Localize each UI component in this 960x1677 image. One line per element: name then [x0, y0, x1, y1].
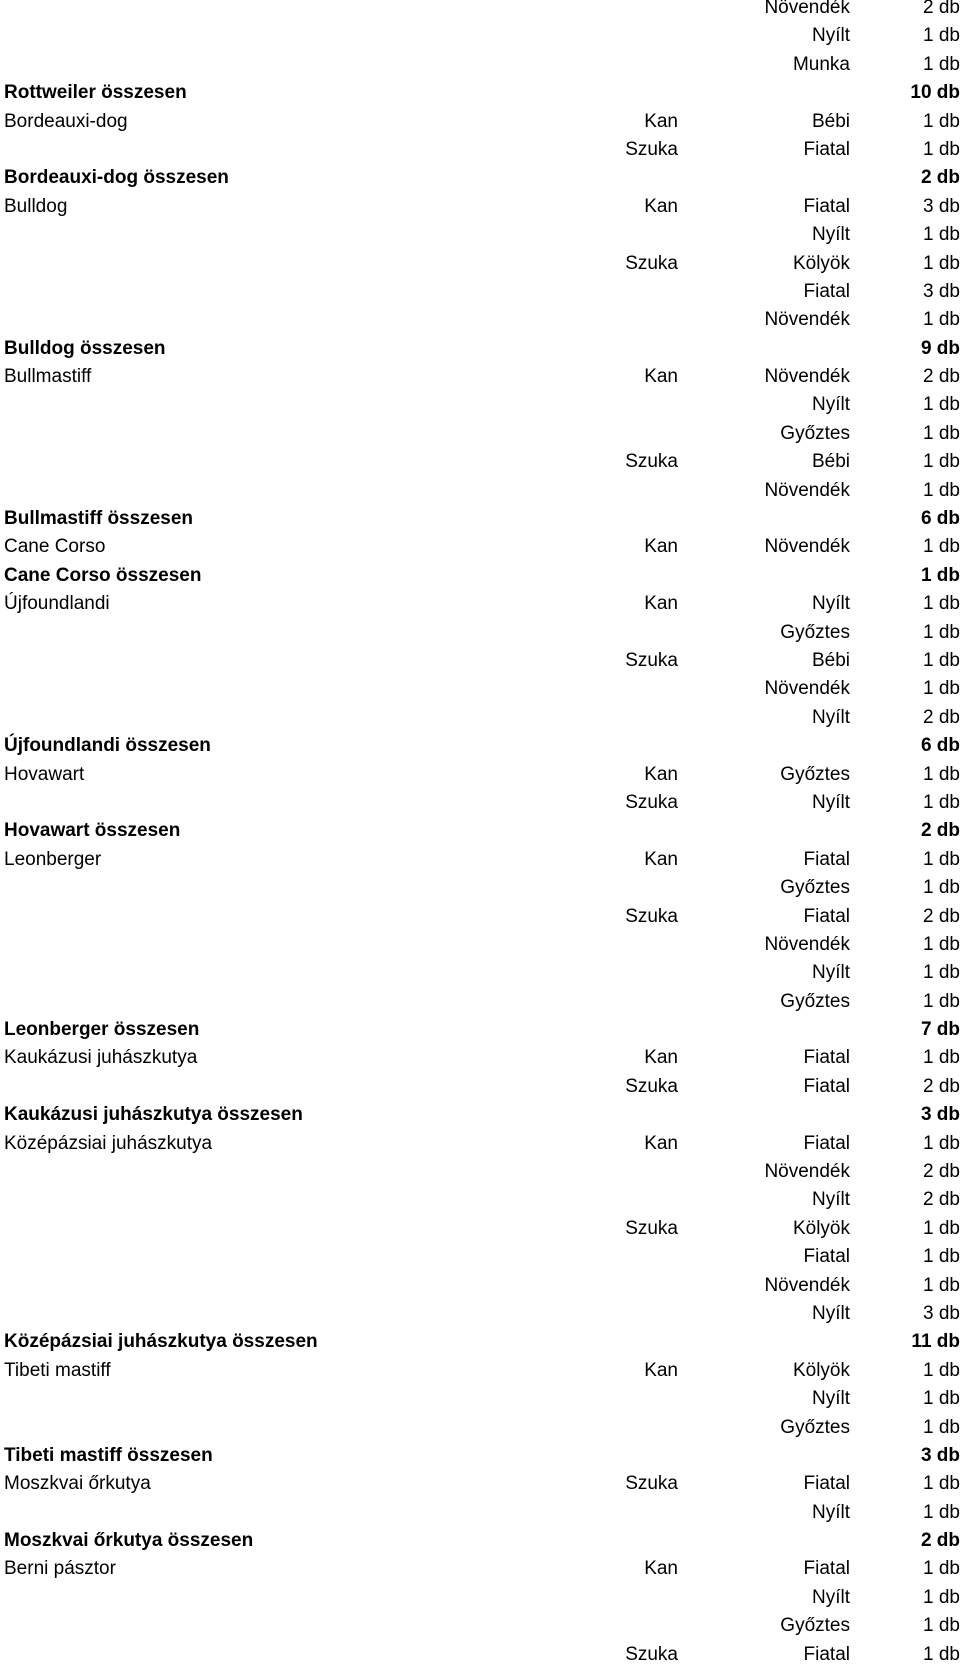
table-row: [0, 619, 960, 647]
table-row: [0, 363, 960, 391]
class-cell: Növendék: [764, 933, 850, 955]
class-cell: Nyílt: [812, 224, 850, 246]
class-cell: Bébi: [811, 451, 850, 473]
table-row: [0, 1130, 960, 1158]
class-cell: Győztes: [780, 621, 850, 643]
sex-cell: Kan: [644, 1047, 678, 1069]
count-cell: 2 db: [923, 706, 960, 728]
table-row: [0, 988, 960, 1016]
table-row: [0, 193, 960, 221]
class-cell: Fiatal: [803, 1473, 850, 1495]
breed-name: Bulldog: [4, 195, 68, 217]
sex-cell: Szuka: [625, 451, 678, 473]
count-cell: 2 db: [923, 366, 960, 388]
table-row: [0, 1414, 960, 1442]
count-cell: 1 db: [923, 1359, 960, 1381]
breed-total-row: [0, 817, 960, 845]
class-cell: Fiatal: [803, 1643, 850, 1665]
breed-name: Kaukázusi juhászkutya: [4, 1047, 198, 1069]
count-cell: 2 db: [923, 1075, 960, 1097]
sex-cell: Kan: [644, 110, 678, 132]
sex-cell: Kan: [644, 848, 678, 870]
table-row: [0, 1158, 960, 1186]
total-count: 2 db: [920, 820, 960, 842]
total-count: 11 db: [911, 1331, 960, 1353]
table-row: [0, 1215, 960, 1243]
sex-cell: Szuka: [625, 252, 678, 274]
breed-total-label: Kaukázusi juhászkutya összesen: [4, 1104, 303, 1126]
sex-cell: Kan: [644, 195, 678, 217]
class-cell: Kölyök: [792, 252, 850, 274]
class-cell: Győztes: [780, 990, 850, 1012]
sex-cell: Szuka: [625, 791, 678, 813]
sex-cell: Szuka: [625, 649, 678, 671]
count-cell: 1 db: [923, 1217, 960, 1239]
total-count: 2 db: [920, 1530, 960, 1552]
count-cell: 1 db: [923, 763, 960, 785]
class-cell: Győztes: [780, 1615, 850, 1637]
breed-total-row: [0, 562, 960, 590]
count-cell: 1 db: [923, 394, 960, 416]
class-cell: Nyílt: [812, 1586, 850, 1608]
table-row: [0, 1555, 960, 1583]
class-cell: Fiatal: [803, 1047, 850, 1069]
count-cell: 1 db: [923, 877, 960, 899]
class-cell: Győztes: [780, 422, 850, 444]
count-cell: 1 db: [923, 224, 960, 246]
table-row: [0, 1357, 960, 1385]
class-cell: Nyílt: [812, 706, 850, 728]
table-row: [0, 931, 960, 959]
count-cell: 1 db: [923, 110, 960, 132]
breed-name: Középázsiai juhászkutya: [4, 1132, 213, 1154]
total-count: 1 db: [920, 564, 960, 586]
count-cell: 1 db: [923, 678, 960, 700]
count-cell: 1 db: [923, 1586, 960, 1608]
count-cell: 1 db: [923, 1416, 960, 1438]
breed-name: Bullmastiff: [4, 366, 92, 388]
total-count: 6 db: [920, 735, 960, 757]
table-row: [0, 391, 960, 419]
sex-cell: Kan: [644, 366, 678, 388]
breed-total-label: Rottweiler összesen: [4, 82, 187, 104]
count-cell: 1 db: [923, 252, 960, 274]
class-cell: Kölyök: [792, 1217, 850, 1239]
breed-total-row: [0, 1328, 960, 1356]
breed-name: Tibeti mastiff: [4, 1359, 111, 1381]
table-row: [0, 278, 960, 306]
total-count: 9 db: [920, 337, 960, 359]
table-row: [0, 590, 960, 618]
class-cell: Fiatal: [803, 848, 850, 870]
sex-cell: Kan: [644, 593, 678, 615]
breed-total-label: Hovawart összesen: [4, 820, 181, 842]
class-cell: Nyílt: [812, 1388, 850, 1410]
table-row: [0, 1584, 960, 1612]
count-cell: 1 db: [923, 1388, 960, 1410]
total-count: 3 db: [920, 1104, 960, 1126]
table-row: [0, 704, 960, 732]
table-row: [0, 1044, 960, 1072]
total-count: 10 db: [910, 82, 960, 104]
class-cell: Munka: [792, 53, 850, 75]
class-cell: Bébi: [811, 649, 850, 671]
table-row: [0, 533, 960, 561]
breed-total-label: Tibeti mastiff összesen: [4, 1444, 213, 1466]
count-cell: 1 db: [923, 1558, 960, 1580]
class-cell: Nyílt: [812, 791, 850, 813]
class-cell: Fiatal: [803, 1558, 850, 1580]
table-row: [0, 874, 960, 902]
sex-cell: Kan: [644, 763, 678, 785]
breed-total-label: Középázsiai juhászkutya összesen: [4, 1331, 318, 1353]
breed-total-label: Bulldog összesen: [4, 337, 166, 359]
count-cell: 1 db: [923, 451, 960, 473]
table-row: [0, 647, 960, 675]
total-count: 6 db: [920, 508, 960, 530]
class-cell: Kölyök: [792, 1359, 850, 1381]
table-row: [0, 1300, 960, 1328]
table-row: [0, 761, 960, 789]
count-cell: 1 db: [923, 962, 960, 984]
breed-total-row: [0, 1442, 960, 1470]
table-row: [0, 136, 960, 164]
count-cell: 1 db: [923, 791, 960, 813]
count-cell: 1 db: [923, 138, 960, 160]
table-row: [0, 1385, 960, 1413]
total-count: 2 db: [920, 167, 960, 189]
class-cell: Nyílt: [812, 1501, 850, 1523]
count-cell: 1 db: [923, 479, 960, 501]
class-cell: Növendék: [764, 536, 850, 558]
count-cell: 1 db: [923, 536, 960, 558]
count-cell: 1 db: [923, 1615, 960, 1637]
class-cell: Fiatal: [803, 1075, 850, 1097]
class-cell: Nyílt: [812, 1302, 850, 1324]
class-cell: Növendék: [764, 309, 850, 331]
breed-total-label: Újfoundlandi összesen: [4, 735, 211, 757]
count-cell: 1 db: [923, 422, 960, 444]
table-row: [0, 306, 960, 334]
breed-total-label: Cane Corso összesen: [4, 564, 202, 586]
total-count: 7 db: [920, 1019, 960, 1041]
breed-total-row: [0, 1101, 960, 1129]
breed-name: Moszkvai őrkutya: [4, 1473, 151, 1495]
table-row: [0, 477, 960, 505]
table-row: [0, 1243, 960, 1271]
count-cell: 3 db: [923, 1302, 960, 1324]
class-cell: Fiatal: [803, 1246, 850, 1268]
count-cell: 1 db: [923, 848, 960, 870]
count-cell: 1 db: [923, 1246, 960, 1268]
table-row: [0, 420, 960, 448]
count-cell: 1 db: [923, 1047, 960, 1069]
table-row: [0, 0, 960, 22]
count-cell: 2 db: [923, 0, 960, 18]
class-cell: Növendék: [764, 678, 850, 700]
count-cell: 1 db: [923, 621, 960, 643]
count-cell: 3 db: [923, 280, 960, 302]
table-row: [0, 903, 960, 931]
table-row: [0, 789, 960, 817]
count-cell: 1 db: [923, 1501, 960, 1523]
table-row: [0, 250, 960, 278]
class-cell: Növendék: [764, 479, 850, 501]
class-cell: Növendék: [764, 0, 850, 18]
count-cell: 2 db: [923, 1161, 960, 1183]
class-cell: Fiatal: [803, 280, 850, 302]
table-row: [0, 675, 960, 703]
breed-name: Bordeauxi-dog: [4, 110, 128, 132]
class-cell: Bébi: [811, 110, 850, 132]
count-cell: 3 db: [923, 195, 960, 217]
class-cell: Növendék: [764, 1161, 850, 1183]
breed-total-row: [0, 79, 960, 107]
breed-name: Hovawart: [4, 763, 85, 785]
sex-cell: Kan: [644, 1359, 678, 1381]
sex-cell: Szuka: [625, 1643, 678, 1665]
count-cell: 2 db: [923, 905, 960, 927]
table-row: [0, 22, 960, 50]
sex-cell: Szuka: [625, 905, 678, 927]
class-cell: Győztes: [780, 877, 850, 899]
table-row: [0, 108, 960, 136]
table-row: [0, 1499, 960, 1527]
count-cell: 2 db: [923, 1189, 960, 1211]
class-cell: Növendék: [764, 1274, 850, 1296]
count-cell: 1 db: [923, 25, 960, 47]
class-cell: Fiatal: [803, 195, 850, 217]
count-cell: 1 db: [923, 1132, 960, 1154]
sex-cell: Kan: [644, 1132, 678, 1154]
breed-total-row: [0, 732, 960, 760]
breed-total-label: Bullmastiff összesen: [4, 508, 193, 530]
class-cell: Nyílt: [812, 25, 850, 47]
count-cell: 1 db: [923, 53, 960, 75]
class-cell: Növendék: [764, 366, 850, 388]
table-row: [0, 1073, 960, 1101]
class-cell: Fiatal: [803, 138, 850, 160]
class-cell: Fiatal: [803, 1132, 850, 1154]
table-row: [0, 51, 960, 79]
count-cell: 1 db: [923, 933, 960, 955]
table-row: [0, 846, 960, 874]
sex-cell: Szuka: [625, 1217, 678, 1239]
class-cell: Fiatal: [803, 905, 850, 927]
class-cell: Nyílt: [812, 593, 850, 615]
breed-name: Cane Corso: [4, 536, 106, 558]
table-row: [0, 448, 960, 476]
class-cell: Nyílt: [812, 1189, 850, 1211]
table-row: [0, 221, 960, 249]
breed-name: Berni pásztor: [4, 1558, 116, 1580]
breed-total-label: Moszkvai őrkutya összesen: [4, 1530, 254, 1552]
count-cell: 1 db: [923, 593, 960, 615]
class-cell: Győztes: [780, 1416, 850, 1438]
count-cell: 1 db: [923, 309, 960, 331]
total-count: 3 db: [920, 1444, 960, 1466]
class-cell: Nyílt: [812, 394, 850, 416]
breed-total-row: [0, 335, 960, 363]
breed-total-row: [0, 1016, 960, 1044]
class-cell: Győztes: [780, 763, 850, 785]
table-row: [0, 1470, 960, 1498]
table-row: [0, 1272, 960, 1300]
breed-name: Újfoundlandi: [4, 593, 110, 615]
breed-name: Leonberger: [4, 848, 102, 870]
breed-total-row: [0, 1527, 960, 1555]
count-cell: 1 db: [923, 1274, 960, 1296]
count-cell: 1 db: [923, 649, 960, 671]
sex-cell: Szuka: [625, 1473, 678, 1495]
class-cell: Nyílt: [812, 962, 850, 984]
table-row: [0, 1612, 960, 1640]
table-row: [0, 1186, 960, 1214]
table-row: [0, 1641, 960, 1669]
sex-cell: Kan: [644, 1558, 678, 1580]
sex-cell: Kan: [644, 536, 678, 558]
sex-cell: Szuka: [625, 1075, 678, 1097]
breed-total-row: [0, 505, 960, 533]
count-cell: 1 db: [923, 1473, 960, 1495]
breed-total-row: [0, 164, 960, 192]
table-row: [0, 959, 960, 987]
breed-total-label: Bordeauxi-dog összesen: [4, 167, 229, 189]
count-cell: 1 db: [923, 990, 960, 1012]
count-cell: 1 db: [923, 1643, 960, 1665]
sex-cell: Szuka: [625, 138, 678, 160]
breed-total-label: Leonberger összesen: [4, 1019, 200, 1041]
